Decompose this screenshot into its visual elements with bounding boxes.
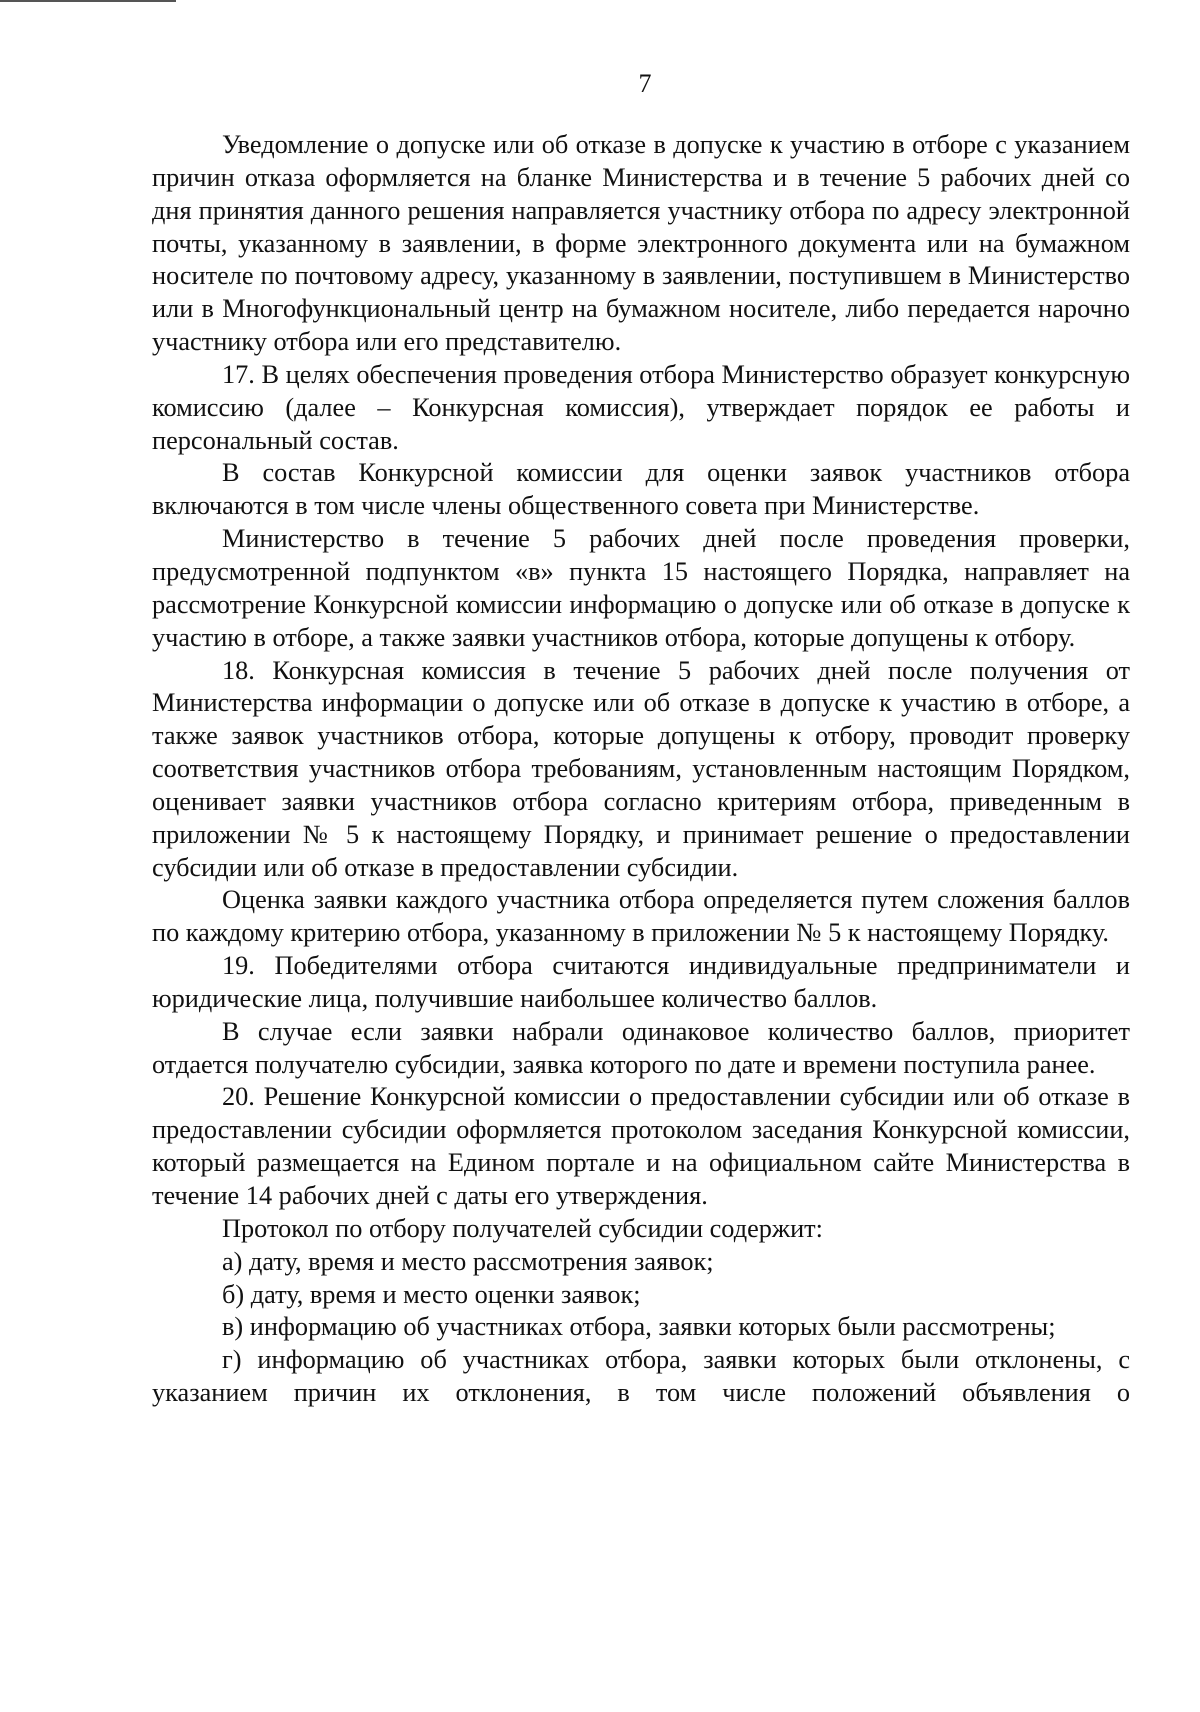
paragraph-evaluation: Оценка заявки каждого участника отбора определяется путем сложения баллов по каждому критерию отбора, указанному в приложении № 5 к настоящему Порядку. [152,885,1130,948]
paragraph-priority: В случае если заявки набрали одинаковое количество баллов, приоритет отдается получателю субсидии, заявка которого по дате и времени поступила ранее. [152,1016,1130,1079]
paragraph-commission-composition: В состав Конкурсной комиссии для оценки заявок участников отбора включаются в том числе члены общественного совета при Министерстве. [152,458,1130,521]
paragraph-notification: Уведомление о допуске или об отказе в допуске к участию в отборе с указанием причин отказа оформляется на бланке Министерства и в течение 5 рабочих дней со дня принятия данного решения направляется участнику отбора по адресу электронной почты, указанному в заявлении, в форме электронного документа или на бумажном носителе по почтовому адресу, указанному в заявлении, поступившем в Министерство или в Многофункциональный центр на бумажном носителе, либо передается нарочно участнику отбора или его представителю. [152,130,1130,357]
list-item-a: а) дату, время и место рассмотрения заявок; [222,1246,714,1276]
paragraph-ministry-review: Министерство в течение 5 рабочих дней после проведения проверки, предусмотренной подпунктом «в» пункта 15 настоящего Порядка, направляет на рассмотрение Конкурсной комиссии информацию о допуске или об отказе в допуске к участию в отборе, а также заявки участников отбора, которые допущены к отбору. [152,524,1130,652]
page-number: 7 [638,69,652,98]
paragraph-20: 20. Решение Конкурсной комиссии о предоставлении субсидии или об отказе в предоставлении субсидии оформляется протоколом заседания Конкурсной комиссии, который размещается на Едином портале и на официальном сайте Министерства в течение 14 рабочих дней с даты его утверждения. [152,1082,1130,1210]
paragraph-19: 19. Победителями отбора считаются индивидуальные предприниматели и юридические лица, получившие наибольшее количество баллов. [152,951,1130,1013]
paragraph-18: 18. Конкурсная комиссия в течение 5 рабочих дней после получения от Министерства информации о допуске или об отказе в допуске к участию в отборе, а также заявок участников отбора, которые допущены к отбору, проводит проверку соответствия участников отбора требованиям, установленным настоящим Порядком, оценивает заявки участников отбора согласно критериям отбора, приведенным в приложении № 5 к настоящему Порядку, и принимает решение о предоставлении субсидии или об отказе в предоставлении субсидии. [152,655,1130,882]
paragraph-protocol-intro: Протокол по отбору получателей субсидии содержит: [222,1213,823,1243]
list-item-g: г) информацию об участниках отбора, заявки которых были отклонены, с указанием причин их отклонения, в том числе положений объявления о [152,1345,1130,1408]
list-item-v: в) информацию об участниках отбора, заявки которых были рассмотрены; [222,1312,1056,1342]
scan-edge-line [0,0,176,2]
paragraph-17: 17. В целях обеспечения проведения отбора Министерство образует конкурсную комиссию (далее – Конкурсная комиссия), утверждает порядок ее работы и персональный состав. [152,359,1130,455]
document-body [152,129,1130,1410]
list-item-b: б) дату, время и место оценки заявок; [222,1279,641,1309]
